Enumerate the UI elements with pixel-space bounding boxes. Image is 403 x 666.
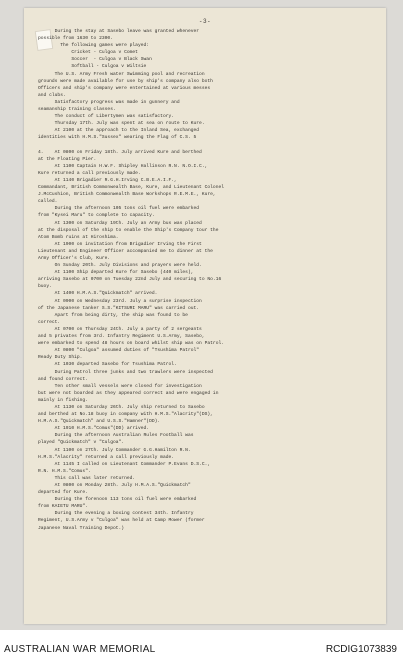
page-number: -3- — [198, 18, 212, 25]
text-line: J.McCushion, British Commonwealth Base Workshops R.E.M.E., Kure, — [38, 192, 216, 198]
text-line: Thursday 17th. July was spent at sea on route to Kure. — [38, 121, 205, 127]
text-line: mainly in fishing. — [38, 397, 88, 403]
text-line: During the evening a boxing contest 34th. Infantry — [38, 511, 194, 517]
text-line: At 1900 on invitation from Brigadier Irving the First — [38, 241, 202, 247]
text-line: Japanese Naval Training Depot.) — [38, 525, 125, 531]
text-line: departed for Kure. — [38, 490, 88, 496]
text-line: On Sunday 20th. July Divisions and prayers were held. — [38, 263, 202, 269]
text-line: At 0800 on Monday 28th. July H.M.A.S."Quickmatch" — [38, 483, 191, 488]
institution-label: AUSTRALIAN WAR MEMORIAL — [4, 644, 156, 655]
text-line: Cricket - Culgoa v Comet — [38, 50, 138, 56]
text-line: H.M.A.S."Quickmatch" and U.S.S."Hamner"(DD). — [38, 419, 161, 425]
text-line: At 0700 on Thursday 24th. July a party of 2 sergeants — [38, 326, 202, 332]
text-line: At 1145 I called on Lieutenant Commander P.Evans D.S.C., — [38, 461, 211, 467]
text-line: During the afternoon 105 tons oil fuel were embarked — [38, 206, 200, 212]
text-line: Softball - Culgoa v Wiltsie — [38, 64, 147, 70]
text-line: At 1130 on Saturday 26th. July ship returned to Sasebo — [38, 404, 205, 410]
text-line: at the Floating Pier. — [38, 156, 97, 162]
text-line: from "Kysei Maru" to complete to capacity. — [38, 213, 155, 219]
text-line: possible from 1630 to 2300. — [38, 36, 113, 42]
text-line: of the Japanese tanker S.S."KITSURI MARU" was carried out. — [38, 305, 200, 311]
text-line: buoy. — [38, 284, 52, 290]
text-line — [38, 142, 378, 149]
text-line: 4. At 0800 on Friday 18th. July arrived Kure and berthed — [38, 149, 202, 155]
text-line: arriving Sasebo at 0700 on Tuesday 22nd July and securing to No.16 — [38, 277, 222, 283]
text-line: At 0800 "Culgoa" assumed duties of "Tsushima Patrol" — [38, 348, 200, 354]
text-line: At 2100 at the approach to the Inland Sea, exchanged — [38, 128, 200, 134]
footer-bar — [0, 636, 403, 666]
text-line: and clubs. — [38, 92, 66, 98]
text-line: Regiment, U.S.Army v "Culgoa" was held at Camp Mower (former — [38, 518, 205, 524]
text-line: During the forenoon 113 tons oil fuel were embarked — [38, 497, 197, 503]
text-line: and 5 privates from 3rd. Infantry Regiment U.S.Army, Sasebo, — [38, 334, 205, 340]
text-line: Kure returned a call previously made. — [38, 170, 141, 176]
text-line: R.N. H.M.S."Comus". — [38, 468, 91, 474]
document-text — [38, 28, 378, 532]
text-line: correct. — [38, 319, 61, 325]
text-line: but were not boarded as they appeared correct and were engaged in — [38, 390, 219, 396]
text-line: During Patrol three junks and two trawlers were inspected — [38, 369, 213, 375]
text-line: identities with H.M.S."Sussex" wearing the Flag of C.S. 5 — [38, 135, 197, 141]
text-line: Officers and ship's company were entertained at various messes — [38, 85, 211, 91]
text-line: At 1100 Captain H.W.F. Shipley Hallinson R.N. N.O.I.C., — [38, 163, 208, 169]
text-line: were embarked to spend 48 hours on board whilst ship was on Patrol. — [38, 341, 225, 347]
text-line: and found correct. — [38, 376, 88, 382]
text-line: played "Quickmatch" v "Culgoa". — [38, 440, 125, 446]
text-line: At 0900 on Wednesday 23rd. July a surprise inspection — [38, 298, 202, 304]
document-page — [24, 8, 386, 624]
text-line: During the stay at Sasebo leave was granted whenever — [38, 29, 200, 34]
text-line: At 1030 departed Sasebo for Tsushima Patrol. — [38, 362, 177, 368]
text-line: The U.S. Army Fresh water Swimming pool and recreation — [38, 71, 205, 77]
text-line: The conduct of Libertymen was satisfactory. — [38, 114, 175, 120]
text-line: at the disposal of the ship to enable the Ship's Company tour the — [38, 227, 219, 233]
text-line: called. — [38, 199, 58, 205]
text-line: Soccer - Culgoa v Black Swan — [38, 57, 152, 63]
text-line: At 1910 H.M.S."Comus"(DD) arrived. — [38, 426, 150, 432]
text-line: At 1100 Ship departed Kure for Sasebo (440 miles), — [38, 270, 194, 276]
text-line: The following games were played: — [38, 43, 150, 49]
text-line: Commandant, British Commonwealth Base, Kure, and Lieutenant Colonel — [38, 185, 225, 191]
text-line: from KAIETU MARU". — [38, 504, 88, 510]
text-line: This call was later returned. — [38, 475, 136, 481]
text-line: At 1300 on Saturday 19th. July an Army bus was placed — [38, 220, 202, 226]
text-line: Ready Duty Ship. — [38, 355, 83, 361]
text-line: Ten other small vessels were closed for investigation — [38, 383, 202, 389]
text-line: During the afternoon Australian Rules Football was — [38, 433, 194, 439]
text-line: seamanship training classes. — [38, 107, 116, 113]
text-line: Atom Bomb ruins at Hiroshima. — [38, 234, 119, 240]
text-line: Apart from being dirty, the ship was found to be — [38, 312, 188, 318]
text-line: and berthed at No.18 buoy in company with H.M.S."Alacrity"(DS), — [38, 412, 213, 418]
text-line: H.M.S."Alacrity" returned a call previously made. — [38, 454, 175, 460]
text-line: At 1400 H.M.A.S."Quickmatch" arrived. — [38, 291, 158, 297]
text-line: Lieutenant and Engineer Officer accompanied me to dinner at the — [38, 248, 213, 254]
text-line: At 1100 on 27th. July Commander G.G.Hamilton R.N. — [38, 447, 191, 453]
text-line: Satisfactory progress was made in gunnery and — [38, 99, 180, 105]
text-line: grounds were made available for use by ship's company also both — [38, 78, 213, 84]
text-line: Army Officer's Club, Kure. — [38, 256, 111, 261]
text-line: At 1140 Brigadier R.G.H.Irving C.B.E.A.I.F., — [38, 177, 177, 183]
record-id: RCDIG1073839 — [325, 644, 397, 655]
